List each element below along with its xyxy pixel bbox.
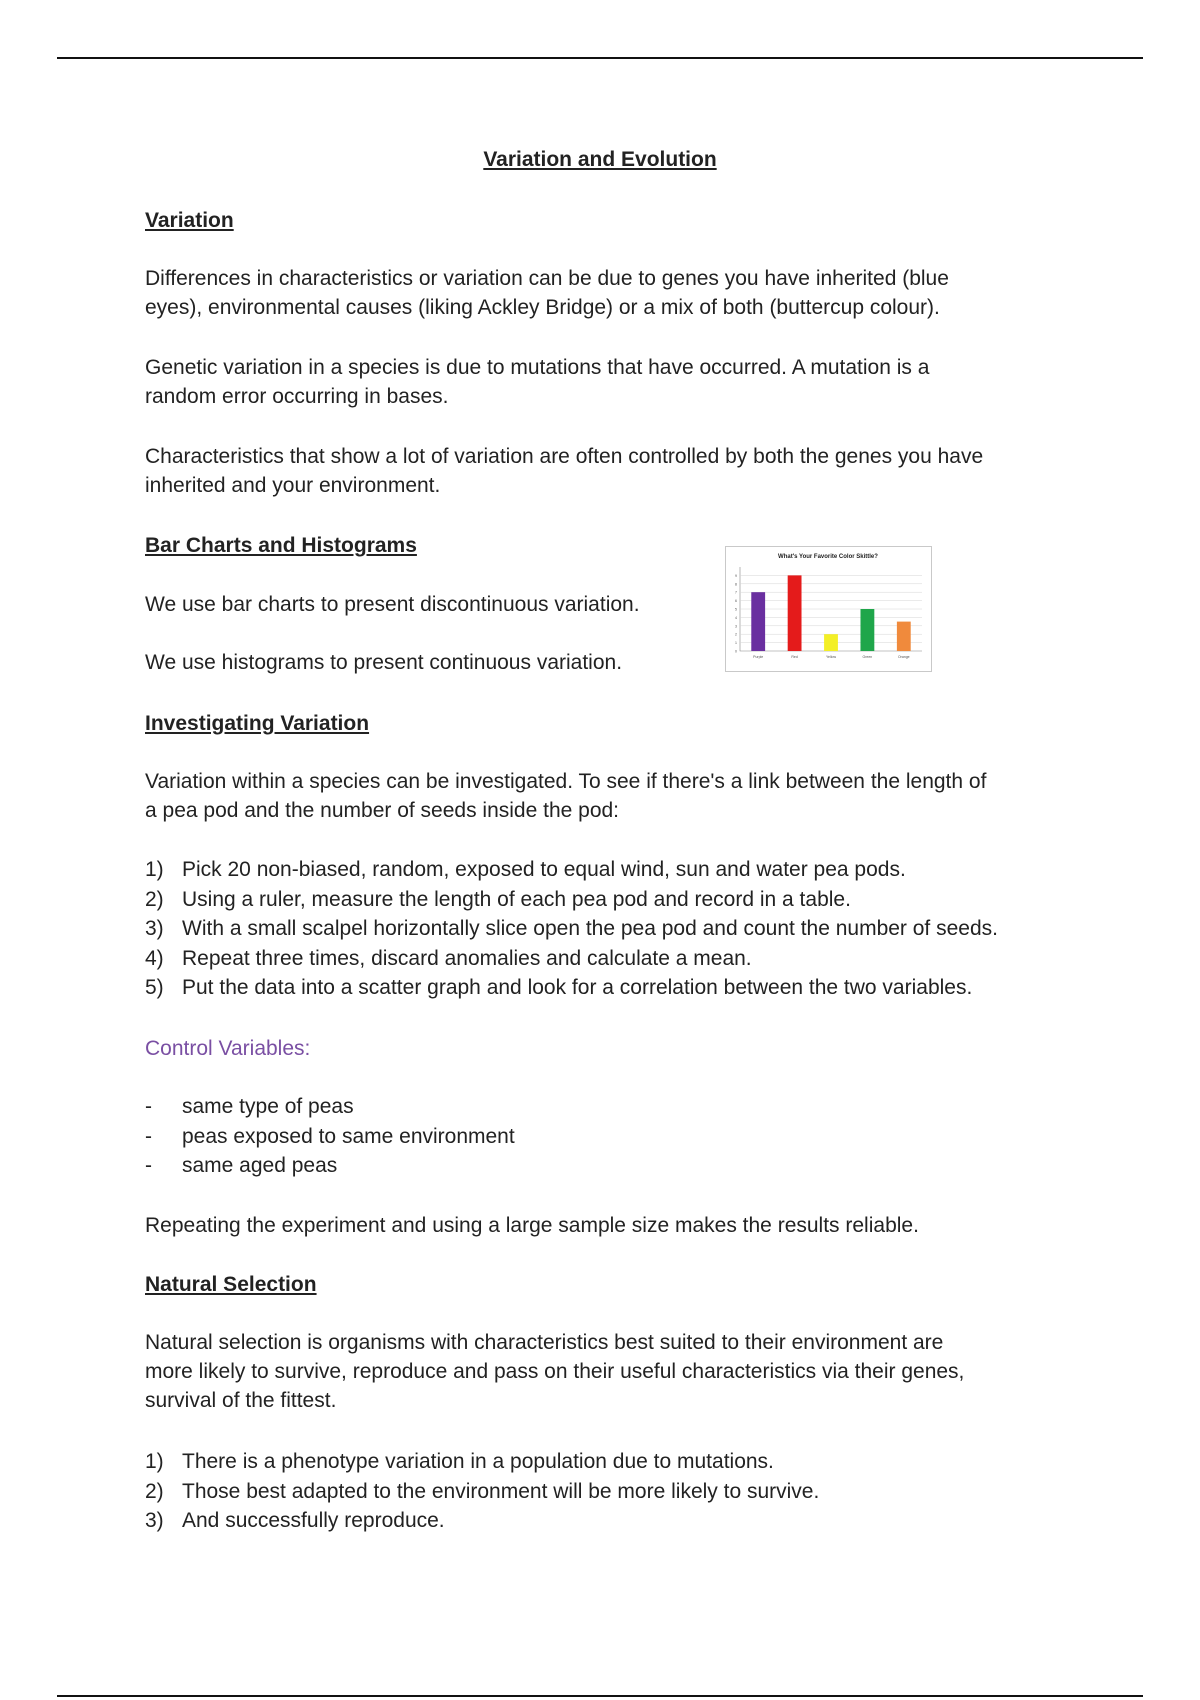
chart-x-tick-label: Green [862,655,873,659]
heading-variation: Variation [145,209,234,232]
chart-x-tick-label: Yellow [826,655,836,659]
chart-y-tick-label: 4 [735,615,737,620]
chart-y-tick-label: 2 [735,632,737,637]
list-item: 3) And successfully reproduce. [145,1509,445,1532]
chart-title: What's Your Favorite Color Skittle? [778,554,878,560]
top-rule [57,57,1143,59]
bar-red [788,575,802,651]
chart-x-ticks [753,655,910,659]
chart-x-tick-label: Red [791,655,798,659]
list-item: 2) Using a ruler, measure the length of each pea pod and record in a table. [145,887,851,911]
investigating-intro: Variation within a species can be investigated. To see if there's a link between the length of a pea pod and the number of seeds inside the pod: [145,770,987,822]
chart-y-tick-label: 0 [735,649,737,654]
chart-y-tick-label: 6 [735,599,737,604]
list-item: 4) Repeat three times, discard anomalies and calculate a mean. [145,946,752,970]
chart-y-tick-label: 7 [735,590,737,595]
bar-charts-line-1: We use bar charts to present discontinuous variation. [145,593,640,616]
control-variables-list [145,1092,1065,1181]
document-title: Variation and Evolution [483,148,717,171]
bar-chart-svg [726,547,931,671]
histograms-line: We use histograms to present continuous variation. [145,651,623,674]
chart-y-tick-label: 5 [735,607,737,612]
list-item: 3) With a small scalpel horizontally slice open the pea pod and count the number of seeds. [145,917,998,940]
heading-investigating-variation: Investigating Variation [145,712,370,735]
chart-x-tick-label: Purple [753,655,764,659]
chart-x-tick-label: Orange [897,655,910,659]
list-item: - peas exposed to same environment [145,1124,515,1148]
bar-green [860,609,874,651]
chart-y-tick-label: 1 [735,641,737,646]
chart-y-tick-label: 9 [735,573,737,578]
variation-paragraph-3: Characteristics that show a lot of variation are often controlled by both the genes you have inherited and your environment. [145,445,984,497]
chart-y-ticks [735,574,737,654]
list-item: - same type of peas [145,1095,354,1118]
heading-bar-charts: Bar Charts and Histograms [145,534,417,557]
control-variables-label: Control Variables: [145,1037,311,1060]
chart-bars [751,575,910,651]
natural-selection-paragraph: Natural selection is organisms with characteristics best suited to their environment are more likely to survive, reproduce and pass on their useful characteristics via their genes, survival of the fittest. [145,1331,965,1412]
list-item: 2) Those best adapted to the environment will be more likely to survive. [145,1479,820,1503]
bar-purple [751,592,765,651]
investigation-steps [145,855,1065,1003]
bar-yellow [824,634,838,651]
list-item: 5) Put the data into a scatter graph and look for a correlation between the two variables. [145,976,973,999]
list-item: 1) Pick 20 non-biased, random, exposed to equal wind, sun and water pea pods. [145,858,906,881]
chart-y-tick-label: 8 [735,582,737,587]
bar-orange [897,622,911,651]
list-item: 1) There is a phenotype variation in a population due to mutations. [145,1450,774,1473]
list-item: - same aged peas [145,1154,338,1177]
variation-paragraph-2: Genetic variation in a species is due to mutations that have occurred. A mutation is a random error occurring in bases. [145,356,930,408]
reliability-statement: Repeating the experiment and using a large sample size makes the results reliable. [145,1214,919,1237]
skittle-bar-chart [725,546,932,672]
variation-paragraph-1: Differences in characteristics or variation can be due to genes you have inherited (blue eyes), environmental causes (liking Ackley Bridge) or a mix of both (buttercup colour). [145,267,949,319]
heading-natural-selection: Natural Selection [145,1273,317,1296]
natural-selection-steps [145,1447,1065,1536]
chart-y-tick-label: 3 [735,624,737,629]
bottom-rule [57,1695,1143,1697]
